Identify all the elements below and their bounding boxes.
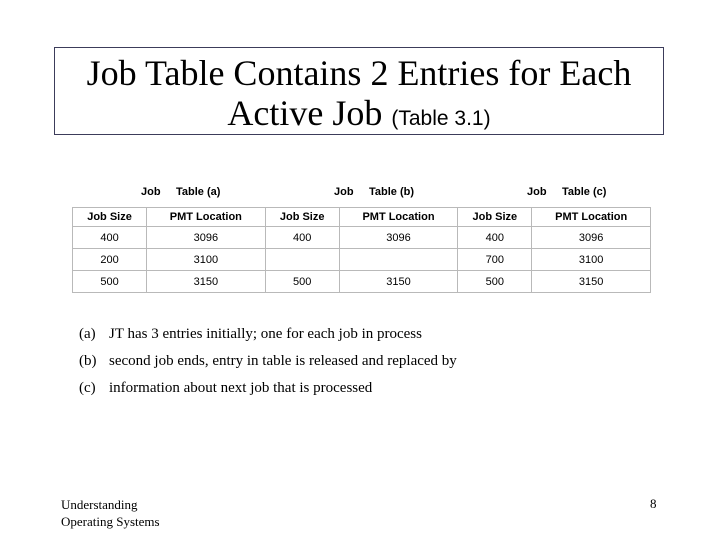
table-cell: 3096: [147, 227, 266, 249]
table-header-row: [73, 208, 651, 227]
table-cell: 3096: [532, 227, 651, 249]
slide-title-line2: [55, 93, 663, 139]
table-cell: 700: [458, 249, 532, 271]
page-number: 8: [650, 496, 657, 511]
table-cell: 3100: [532, 249, 651, 271]
slide-title-line1: Job Table Contains 2 Entries for Each: [86, 53, 632, 93]
header-pmt-location-c: PMT Location: [532, 208, 651, 227]
table-cell: 3150: [339, 271, 458, 293]
table-cell: [265, 249, 339, 271]
footer-course-title: [61, 496, 160, 530]
note-item: [79, 377, 457, 404]
table-row: [73, 249, 651, 271]
table-row: [73, 271, 651, 293]
table-c-caption-name: Table (c): [562, 186, 607, 198]
note-item: [79, 323, 457, 350]
note-tag: (b): [79, 353, 97, 369]
table-a-caption-job: Job: [141, 186, 161, 198]
header-pmt-location-a: PMT Location: [147, 208, 266, 227]
header-job-size-a: Job Size: [73, 208, 147, 227]
note-text: JT has 3 entries initially; one for each job in process: [109, 326, 422, 342]
table-a-caption-name: Table (a): [176, 186, 221, 198]
table-c-caption-job: Job: [527, 186, 547, 198]
notes-list: [79, 323, 457, 404]
note-text: information about next job that is processed: [109, 380, 373, 396]
table-cell: 400: [73, 227, 147, 249]
table-cell: 400: [265, 227, 339, 249]
table-row: [73, 227, 651, 249]
header-pmt-location-b: PMT Location: [339, 208, 458, 227]
slide-title-table-ref: (Table 3.1): [391, 107, 491, 130]
table-cell: 3150: [147, 271, 266, 293]
table-cell: 400: [458, 227, 532, 249]
note-tag: (c): [79, 380, 96, 396]
footer-line2: Operating Systems: [61, 514, 160, 529]
slide-title-main: Active Job: [227, 93, 383, 133]
table-b-caption-name: Table (b): [369, 186, 415, 198]
table-cell: 3100: [147, 249, 266, 271]
note-item: [79, 350, 457, 377]
table-cell: 500: [73, 271, 147, 293]
table-b-caption-job: Job: [334, 186, 354, 198]
note-text: second job ends, entry in table is released and replaced by: [109, 353, 457, 369]
table-cell: 3096: [339, 227, 458, 249]
table-cell: 200: [73, 249, 147, 271]
table-cell: [339, 249, 458, 271]
table-cell: 3150: [532, 271, 651, 293]
header-job-size-c: Job Size: [458, 208, 532, 227]
job-table: [72, 207, 651, 293]
footer-line1: Understanding: [61, 497, 138, 512]
note-tag: (a): [79, 326, 96, 342]
table-cell: 500: [458, 271, 532, 293]
table-cell: 500: [265, 271, 339, 293]
header-job-size-b: Job Size: [265, 208, 339, 227]
slide-title-box: [54, 47, 664, 135]
